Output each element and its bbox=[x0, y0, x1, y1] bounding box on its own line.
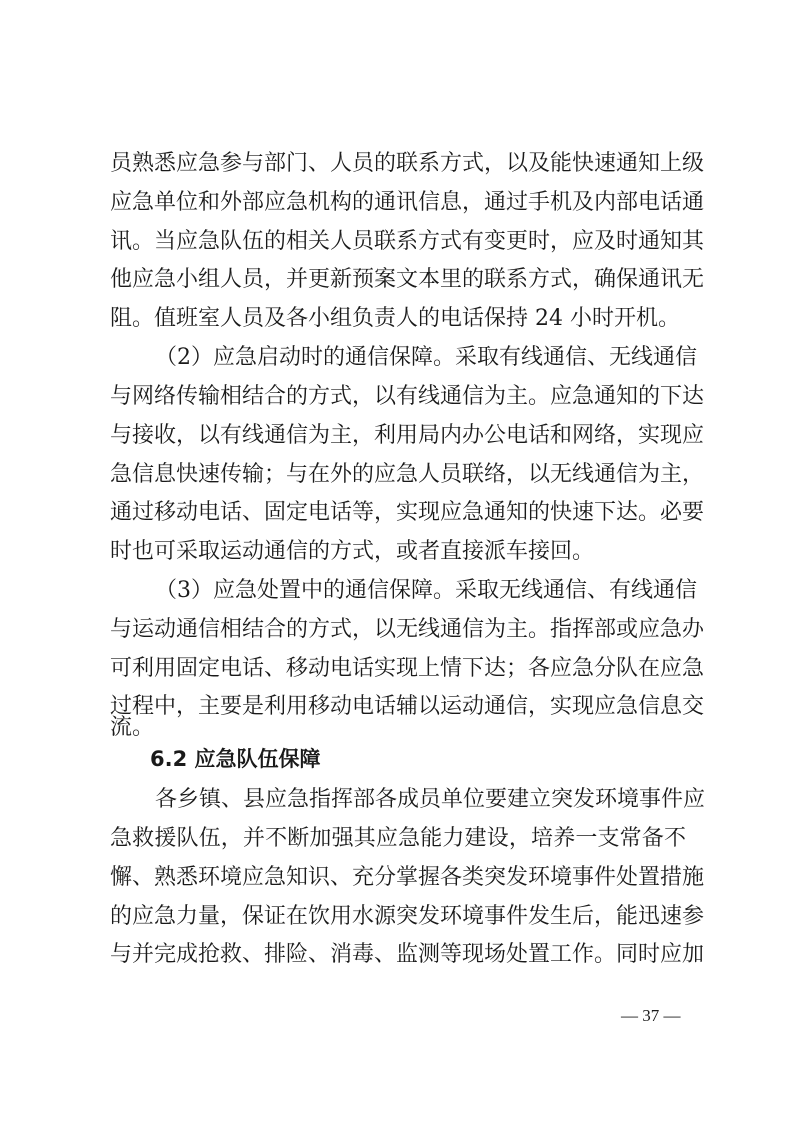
paragraph-line: 应急单位和外部应急机构的通讯信息，通过手机及内部电话通 bbox=[110, 190, 705, 215]
paragraph-line: 阻。值班室人员及各小组负责人的电话保持 24 小时开机。 bbox=[110, 306, 680, 331]
paragraph-line: 他应急小组人员，并更新预案文本里的联系方式，确保通讯无 bbox=[110, 267, 705, 292]
paragraph-line: 过程中，主要是利用移动电话辅以运动通信，实现应急信息交 bbox=[110, 694, 705, 719]
paragraph-line: 与运动通信相结合的方式，以无线通信为主。指挥部或应急办 bbox=[110, 617, 705, 642]
paragraph-line: 时也可采取运动通信的方式，或者直接派车接回。 bbox=[110, 539, 595, 564]
paragraph-line: （2）应急启动时的通信保障。采取有线通信、无线通信 bbox=[155, 345, 697, 370]
paragraph-line: 各乡镇、县应急指挥部各成员单位要建立突发环境事件应 bbox=[155, 787, 706, 812]
paragraph-line: 员熟悉应急参与部门、人员的联系方式，以及能快速通知上级 bbox=[110, 151, 705, 176]
paragraph-line: 与并完成抢救、排险、消毒、监测等现场处置工作。同时应加 bbox=[110, 942, 705, 967]
paragraph-line: （3）应急处置中的通信保障。采取无线通信、有线通信 bbox=[155, 578, 697, 603]
paragraph-line: 可利用固定电话、移动电话实现上情下达；各应急分队在应急 bbox=[110, 656, 705, 681]
paragraph-line: 急救援队伍，并不断加强其应急能力建设，培养一支常备不 bbox=[110, 826, 686, 851]
page-number: — 37 — bbox=[621, 1006, 681, 1025]
section-heading: 6.2 应急队伍保障 bbox=[150, 747, 321, 771]
paragraph-line: 流。 bbox=[110, 715, 155, 740]
paragraph-line: 讯。当应急队伍的相关人员联系方式有变更时，应及时通知其 bbox=[110, 229, 705, 254]
paragraph-line: 通过移动电话、固定电话等，实现应急通知的快速下达。必要 bbox=[110, 500, 705, 525]
paragraph-line: 急信息快速传输；与在外的应急人员联络，以无线通信为主， bbox=[110, 462, 705, 487]
paragraph-line: 与网络传输相结合的方式，以有线通信为主。应急通知的下达 bbox=[110, 384, 705, 409]
paragraph-line: 与接收，以有线通信为主，利用局内办公电话和网络，实现应 bbox=[110, 423, 705, 448]
paragraph-line: 的应急力量，保证在饮用水源突发环境事件发生后，能迅速参 bbox=[110, 904, 705, 929]
paragraph-line: 懈、熟悉环境应急知识、充分掌握各类突发环境事件处置措施 bbox=[110, 865, 705, 890]
